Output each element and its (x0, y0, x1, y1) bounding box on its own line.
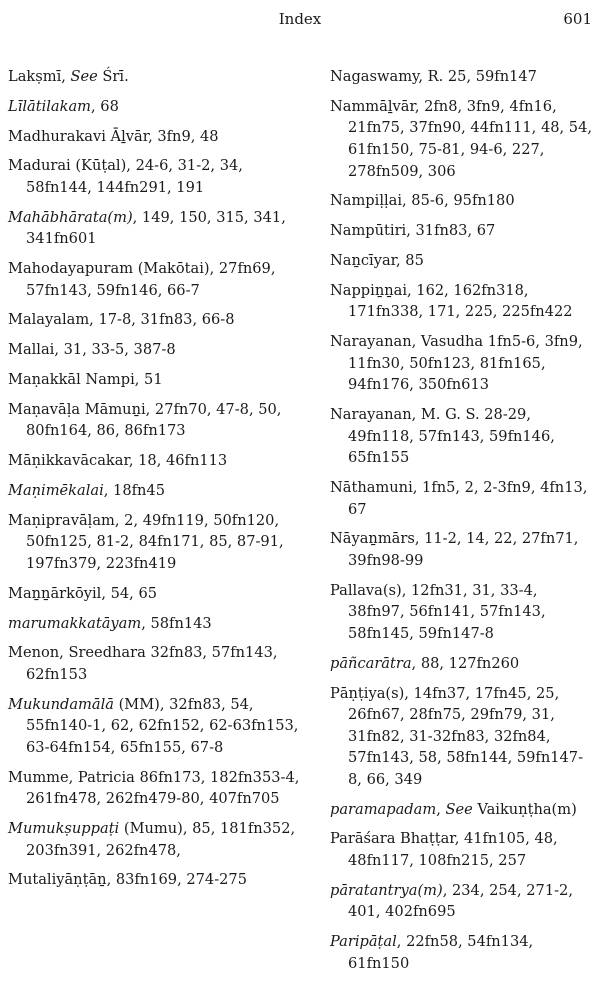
index-locators: , 11-2, 14, 22, 27fn71, 39fn98-99 (348, 530, 579, 569)
index-term: Menon, Sreedhara (8, 644, 146, 662)
index-entry (330, 683, 596, 791)
index-term: Nāthamuni (330, 479, 413, 496)
index-entry (8, 207, 304, 250)
index-term: marumakkatāyam (8, 614, 142, 632)
index-column-left (8, 66, 304, 899)
index-term: Maṇipravāḷam (8, 511, 115, 529)
index-entry (8, 818, 304, 861)
index-locators: , 83fn169, 274-275 (106, 871, 247, 889)
see-reference: See (445, 800, 473, 818)
index-locators: , 12fn31, 31, 33-4, 38fn97, 56fn141, 57fn143, 58fn145, 59fn147-8 (348, 581, 546, 642)
index-term: Maṇakkāl Nampi (8, 371, 135, 389)
index-entry (330, 528, 596, 571)
index-entry (330, 580, 596, 645)
index-term: paramapadam (330, 800, 437, 818)
index-locators: , 3fn9, 48 (148, 127, 219, 145)
index-entry (8, 155, 304, 198)
index-term: Lakṣmī (8, 68, 62, 85)
index-locators: , 22fn58, 54fn134, 61fn150 (348, 933, 534, 972)
index-entry (8, 369, 304, 391)
index-entry (330, 799, 596, 821)
index-entry (330, 931, 596, 974)
index-entry (8, 339, 304, 361)
index-locators: , 27fn69, 57fn143, 59fn146, 66-7 (26, 260, 276, 299)
index-locators: , 2fn8, 3fn9, 4fn16, 21fn75, 37fn90, 44fn111, 48, 54, 61fn150, 75-81, 94-6, 227, 278fn509, 306 (348, 97, 592, 180)
index-entry (8, 96, 304, 118)
index-locators: , 18, 46fn113 (128, 452, 228, 470)
index-term: Mahodayapuram (Makōtai) (8, 260, 210, 278)
index-entry (8, 613, 304, 635)
running-title: Index (278, 10, 322, 28)
index-term: Mumukṣuppaṭi (8, 820, 120, 837)
index-term: pāñcarātra (330, 654, 412, 672)
index-term: pāratantrya(m) (330, 881, 443, 899)
index-locators: (MM), 32fn83, 54, 55fn140-1, 62, 62fn152, 62-63fn153, 63-64fn154, 65fn155, 67-8 (26, 695, 299, 756)
index-locators: , 149, 150, 315, 341, 341fn601 (26, 208, 286, 248)
index-term: Maṇavāḷa Māmuṉi (8, 400, 146, 418)
index-entry (8, 869, 304, 891)
index-term: Mumme, Patricia (8, 768, 135, 786)
index-entry (8, 450, 304, 472)
index-term: Mutaliyāṇṭāṉ (8, 871, 107, 889)
index-term: Nampiḷḷai (330, 192, 403, 210)
page-number: 601 (563, 10, 592, 28)
index-locators: , 162, 162fn318, 171fn338, 171, 225, 225fn422 (348, 281, 573, 321)
index-entry (330, 220, 596, 242)
index-entry (330, 880, 596, 923)
index-term: Līlātilakam (8, 97, 92, 115)
index-locators: , 14fn37, 17fn45, 25, 26fn67, 28fn75, 29fn79, 31, 31fn82, 31-32fn83, 32fn84, 57fn143, 58, 58fn144, 59fn147-8, 66, 349 (348, 684, 584, 788)
index-locators: , 31fn83, 67 (406, 222, 496, 240)
index-term: Nagaswamy, R. (330, 68, 444, 85)
index-locators: , 18fn45 (103, 481, 165, 499)
index-entry (8, 66, 304, 88)
index-locators: , 24-6, 31-2, 34, 58fn144, 144fn291, 191 (26, 157, 243, 196)
index-term: Nammāḻvār (330, 97, 415, 115)
index-entry (8, 767, 304, 810)
index-column-right (330, 66, 596, 983)
index-term: Narayanan, Vasudha (330, 333, 484, 351)
index-entry (8, 642, 304, 685)
index-entry (8, 510, 304, 575)
index-entry (8, 583, 304, 605)
see-reference: See (70, 68, 98, 85)
index-term: Paripāṭal (330, 933, 397, 951)
index-entry (330, 404, 596, 469)
index-locators: , 54, 65 (101, 584, 158, 602)
index-term: Nappiṉṉai (330, 281, 407, 299)
index-locators: , 51 (134, 371, 163, 389)
see-target: Vaikuṇṭha(m) (472, 800, 577, 818)
index-locators: , 234, 254, 271-2, 401, 402fn695 (348, 881, 573, 921)
index-locators: , 85-6, 95fn180 (402, 192, 515, 210)
index-locators: , (61, 68, 71, 85)
index-term: Malayalam (8, 311, 90, 329)
index-locators: , 31, 33-5, 387-8 (54, 341, 176, 359)
index-entry (330, 477, 596, 520)
index-locators: , 1fn5, 2, 2-3fn9, 4fn13, 67 (348, 479, 588, 518)
index-locators: (Mumu), 85, 181fn352, 203fn391, 262fn478, (26, 820, 296, 859)
index-term: Nāyaṉmārs (330, 530, 415, 548)
index-locators: 1fn5-6, 3fn9, 11fn30, 50fn123, 81fn165, 94fn176, 350fn613 (348, 333, 583, 394)
index-term: Pāṇṭiya(s) (330, 684, 405, 702)
index-term: Parāśara Bhaṭṭar (330, 830, 455, 848)
index-term: Maṇimēkalai (8, 481, 104, 499)
index-locators: , 41fn105, 48, 48fn117, 108fn215, 257 (348, 830, 558, 870)
index-locators: , (436, 800, 446, 818)
index-term: Mahābhārata(m) (8, 208, 133, 226)
index-entry (8, 480, 304, 502)
index-locators: , 27fn70, 47-8, 50, 80fn164, 86, 86fn173 (26, 400, 282, 440)
index-locators: , 17-8, 31fn83, 66-8 (89, 311, 235, 329)
page-header (0, 10, 600, 34)
index-entry (8, 126, 304, 148)
index-term: Maṉṉārkōyil (8, 584, 102, 602)
index-term: Māṇikkavācakar (8, 452, 129, 470)
index-locators: 32fn83, 57fn143, 62fn153 (26, 644, 278, 683)
index-locators: 86fn173, 182fn353-4, 261fn478, 262fn479-80, 407fn705 (26, 768, 300, 808)
index-term: Nampūtiri (330, 222, 407, 240)
see-target: Śrī. (97, 68, 129, 85)
index-locators: , 85 (396, 251, 424, 269)
index-locators: , 88, 127fn260 (411, 654, 520, 672)
index-entry (330, 331, 596, 396)
index-term: Madurai (Kūṭal) (8, 157, 127, 175)
index-entry (330, 828, 596, 871)
index-entry (330, 280, 596, 323)
index-term: Mukundamālā (8, 695, 114, 713)
index-term: Pallava(s) (330, 581, 402, 599)
index-entry (8, 399, 304, 442)
index-locators: , 58fn143 (141, 614, 212, 632)
index-entry (330, 190, 596, 212)
index-entry (330, 250, 596, 272)
index-entry (8, 309, 304, 331)
index-term: Mallai (8, 341, 55, 359)
index-entry (330, 66, 596, 88)
index-entry (330, 653, 596, 675)
index-term: Narayanan, M. G. S. (330, 406, 480, 424)
index-locators: , 68 (91, 97, 119, 115)
index-entry (8, 694, 304, 759)
index-locators: 25, 59fn147 (443, 68, 537, 85)
index-locators: , 2, 49fn119, 50fn120, 50fn125, 81-2, 84fn171, 85, 87-91, 197fn379, 223fn419 (26, 511, 284, 572)
index-locators: 28-29, 49fn118, 57fn143, 59fn146, 65fn155 (348, 406, 555, 467)
index-entry (330, 96, 596, 182)
index-term: Madhurakavi Āḻvār (8, 127, 149, 145)
index-entry (8, 258, 304, 301)
index-term: Naṉcīyar (330, 251, 397, 269)
